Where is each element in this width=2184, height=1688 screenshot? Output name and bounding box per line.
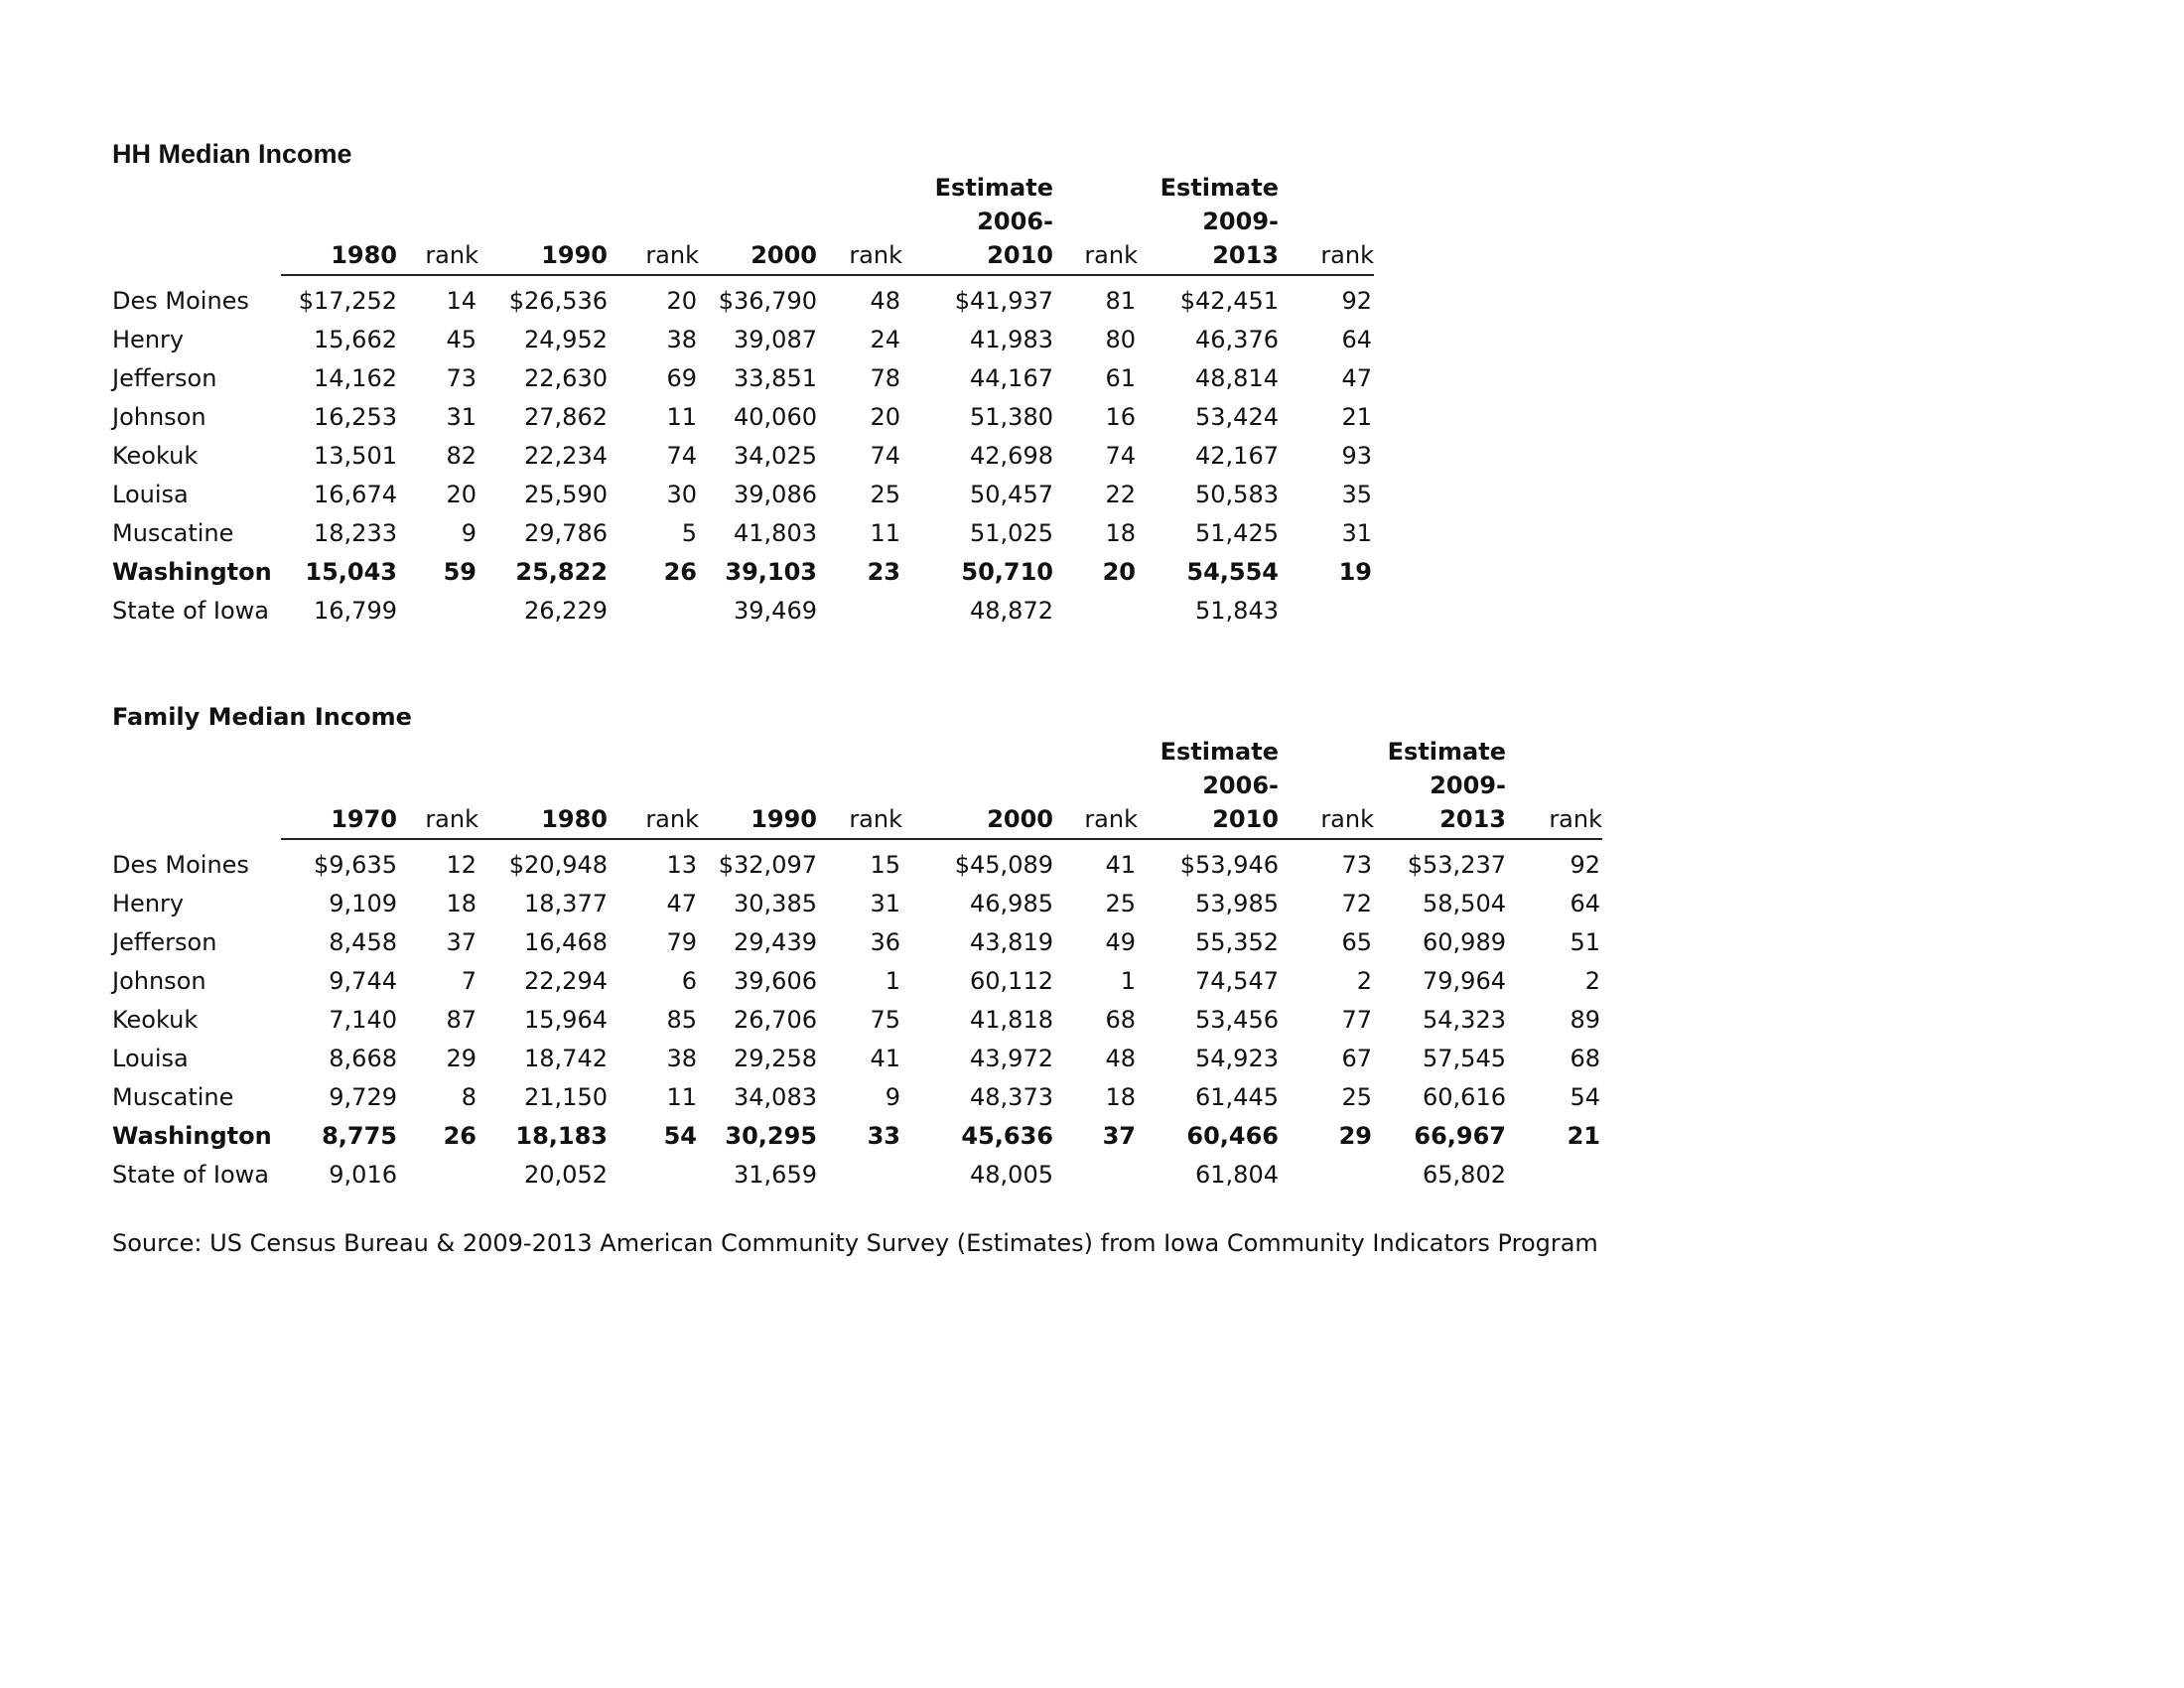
rank-cell: 23 [867, 558, 900, 586]
county-name: Louisa [112, 1045, 189, 1072]
rank-cell: 64 [1341, 326, 1372, 353]
income-cell: 53,456 [1195, 1006, 1279, 1034]
income-cell: $41,937 [954, 287, 1053, 315]
column-header-estimate-2006: Estimate [1160, 738, 1279, 766]
table-row [112, 885, 1602, 923]
income-cell: 65,802 [1423, 1161, 1506, 1189]
county-name: Johnson [112, 967, 206, 995]
income-cell: 40,060 [734, 403, 817, 431]
rank-cell: 31 [870, 890, 900, 917]
rank-cell: 82 [446, 442, 477, 470]
table-row [112, 1001, 1602, 1040]
rank-cell: 29 [1338, 1122, 1372, 1150]
income-cell: 39,087 [734, 326, 817, 353]
income-cell: 48,814 [1195, 364, 1279, 392]
income-cell: 51,025 [970, 519, 1053, 547]
column-header-rank: rank [1279, 802, 1374, 839]
table-row [112, 839, 1602, 885]
rank-cell: 31 [446, 403, 477, 431]
table-row [112, 923, 1602, 962]
rank-cell: 74 [870, 442, 900, 470]
column-header-year: 1980 [281, 238, 397, 275]
rank-cell: 8 [461, 1083, 477, 1111]
income-cell: $53,237 [1407, 851, 1506, 879]
rank-cell: 19 [1338, 558, 1372, 586]
rank-cell: 12 [446, 851, 477, 879]
rank-cell [397, 592, 478, 631]
income-cell: 39,086 [734, 481, 817, 508]
county-name: Louisa [112, 481, 189, 508]
rank-cell: 65 [1341, 928, 1372, 956]
income-cell: 9,109 [329, 890, 397, 917]
rank-cell: 93 [1341, 442, 1372, 470]
rank-cell: 24 [870, 326, 900, 353]
income-cell: 60,989 [1423, 928, 1506, 956]
income-cell: 46,985 [970, 890, 1053, 917]
income-cell: 16,799 [314, 597, 397, 625]
rank-cell: 48 [870, 287, 900, 315]
rank-cell: 30 [666, 481, 697, 508]
hh-median-income-title: HH Median Income [112, 139, 352, 169]
county-name: Henry [112, 890, 185, 917]
column-header-year: 2013 [1138, 238, 1279, 275]
rank-cell [1506, 1156, 1602, 1195]
rank-cell: 26 [663, 558, 697, 586]
county-name: Henry [112, 326, 185, 353]
rank-cell: 92 [1341, 287, 1372, 315]
rank-cell: 18 [1105, 1083, 1136, 1111]
rank-cell: 35 [1341, 481, 1372, 508]
income-cell: 16,674 [314, 481, 397, 508]
income-cell: 18,377 [524, 890, 608, 917]
county-name: Muscatine [112, 519, 234, 547]
rank-cell: 77 [1341, 1006, 1372, 1034]
income-cell: 54,923 [1195, 1045, 1279, 1072]
table-row [112, 553, 1374, 592]
income-cell: 58,504 [1423, 890, 1506, 917]
income-cell: 15,043 [305, 558, 397, 586]
county-name: Des Moines [112, 851, 249, 879]
table-row [112, 1040, 1602, 1078]
rank-cell: 47 [666, 890, 697, 917]
income-cell: 50,457 [970, 481, 1053, 508]
source-note: Source: US Census Bureau & 2009-2013 American Community Survey (Estimates) from Iowa Community Indicators Program [112, 1229, 1598, 1257]
rank-cell: 37 [446, 928, 477, 956]
county-name: Keokuk [112, 1006, 199, 1034]
column-header-rank: rank [817, 238, 902, 275]
rank-cell: 68 [1105, 1006, 1136, 1034]
income-cell: 48,005 [970, 1161, 1053, 1189]
income-cell: 42,167 [1195, 442, 1279, 470]
income-cell: 51,425 [1195, 519, 1279, 547]
income-cell: 46,376 [1195, 326, 1279, 353]
rank-cell: 11 [666, 403, 697, 431]
rank-cell: 7 [461, 967, 477, 995]
income-cell: 8,775 [322, 1122, 397, 1150]
column-header-year: 1990 [478, 238, 608, 275]
income-cell: 18,183 [515, 1122, 608, 1150]
rank-cell: 47 [1341, 364, 1372, 392]
income-cell: 54,323 [1423, 1006, 1506, 1034]
rank-cell: 38 [666, 1045, 697, 1072]
income-cell: 18,233 [314, 519, 397, 547]
income-cell: 48,872 [970, 597, 1053, 625]
income-cell: 21,150 [524, 1083, 608, 1111]
income-cell: 26,706 [734, 1006, 817, 1034]
rank-cell: 25 [1105, 890, 1136, 917]
income-cell: 27,862 [524, 403, 608, 431]
income-cell: 29,258 [734, 1045, 817, 1072]
rank-cell: 64 [1570, 890, 1600, 917]
income-cell: 57,545 [1423, 1045, 1506, 1072]
income-cell: 16,253 [314, 403, 397, 431]
rank-cell: 79 [666, 928, 697, 956]
income-cell: 24,952 [524, 326, 608, 353]
rank-cell: 20 [666, 287, 697, 315]
income-cell: 42,698 [970, 442, 1053, 470]
column-header-year: 2013 [1374, 802, 1506, 839]
table-row [112, 514, 1374, 553]
rank-cell: 68 [1570, 1045, 1600, 1072]
income-cell: 51,843 [1195, 597, 1279, 625]
table-row [112, 275, 1374, 321]
rank-cell: 80 [1105, 326, 1136, 353]
column-header-rank: rank [1506, 802, 1602, 839]
income-cell: 41,818 [970, 1006, 1053, 1034]
income-cell: 34,025 [734, 442, 817, 470]
column-header-rank: rank [608, 802, 699, 839]
rank-cell: 75 [870, 1006, 900, 1034]
rank-cell: 5 [681, 519, 697, 547]
income-cell: $42,451 [1179, 287, 1279, 315]
county-name: Jefferson [112, 364, 217, 392]
rank-cell: 61 [1105, 364, 1136, 392]
income-cell: 44,167 [970, 364, 1053, 392]
rank-cell: 36 [870, 928, 900, 956]
family-median-income-title: Family Median Income [112, 703, 412, 731]
rank-cell [1053, 1156, 1138, 1195]
rank-cell: 51 [1570, 928, 1600, 956]
income-cell: 34,083 [734, 1083, 817, 1111]
rank-cell: 20 [446, 481, 477, 508]
table-row [112, 1117, 1602, 1156]
income-cell: 54,554 [1186, 558, 1279, 586]
income-cell: 50,583 [1195, 481, 1279, 508]
rank-cell: 1 [1120, 967, 1136, 995]
income-cell: 43,819 [970, 928, 1053, 956]
column-header-text: 2009- [1202, 208, 1279, 235]
column-header-year: 2000 [902, 802, 1053, 839]
column-header-rank: rank [1053, 238, 1138, 275]
rank-cell: 37 [1102, 1122, 1136, 1150]
rank-cell: 2 [1584, 967, 1600, 995]
column-header-year: 1990 [699, 802, 817, 839]
income-cell: 60,112 [970, 967, 1053, 995]
income-cell: 41,983 [970, 326, 1053, 353]
column-header-text: 2009- [1430, 772, 1506, 799]
column-header-year: 1980 [478, 802, 608, 839]
income-cell: 22,630 [524, 364, 608, 392]
income-cell: 16,468 [524, 928, 608, 956]
income-cell: 9,729 [329, 1083, 397, 1111]
rank-cell: 18 [1105, 519, 1136, 547]
rank-cell: 74 [666, 442, 697, 470]
income-cell: $26,536 [508, 287, 608, 315]
county-name: Keokuk [112, 442, 199, 470]
rank-cell: 16 [1105, 403, 1136, 431]
rank-cell: 11 [870, 519, 900, 547]
income-cell: 50,710 [961, 558, 1053, 586]
income-cell: 20,052 [524, 1161, 608, 1189]
rank-cell: 92 [1570, 851, 1600, 879]
column-header-text: 2006- [977, 208, 1053, 235]
rank-cell: 21 [1341, 403, 1372, 431]
income-cell: $9,635 [314, 851, 397, 879]
income-cell: 26,229 [524, 597, 608, 625]
rank-cell: 14 [446, 287, 477, 315]
column-header-rank: rank [817, 802, 902, 839]
rank-cell: 21 [1567, 1122, 1600, 1150]
column-header-rank: rank [397, 802, 478, 839]
income-cell: $53,946 [1179, 851, 1279, 879]
income-cell: 22,294 [524, 967, 608, 995]
income-cell: 60,466 [1186, 1122, 1279, 1150]
income-cell: 41,803 [734, 519, 817, 547]
income-cell: 33,851 [734, 364, 817, 392]
income-cell: 31,659 [734, 1161, 817, 1189]
rank-cell: 25 [870, 481, 900, 508]
table-row [112, 321, 1374, 359]
rank-cell: 69 [666, 364, 697, 392]
column-header-estimate-2009: Estimate [1387, 738, 1506, 766]
rank-cell: 72 [1341, 890, 1372, 917]
income-cell: 15,662 [314, 326, 397, 353]
rank-cell: 38 [666, 326, 697, 353]
rank-cell: 15 [870, 851, 900, 879]
income-cell: 9,016 [329, 1161, 397, 1189]
column-header-estimate-2009: Estimate [1160, 174, 1279, 202]
income-cell: 15,964 [524, 1006, 608, 1034]
rank-cell [608, 592, 699, 631]
income-cell: 8,668 [329, 1045, 397, 1072]
table-row [112, 592, 1374, 631]
rank-cell: 73 [1341, 851, 1372, 879]
rank-cell: 67 [1341, 1045, 1372, 1072]
income-cell: 55,352 [1195, 928, 1279, 956]
column-header-rank: rank [1053, 802, 1138, 839]
rank-cell [1279, 1156, 1374, 1195]
column-header-year: 2010 [902, 238, 1053, 275]
income-cell: 66,967 [1414, 1122, 1506, 1150]
rank-cell: 6 [681, 967, 697, 995]
table-row [112, 359, 1374, 398]
income-cell: 29,786 [524, 519, 608, 547]
county-name: Washington [112, 1122, 272, 1150]
column-header-estimate-2006: Estimate [934, 174, 1053, 202]
county-name: Des Moines [112, 287, 249, 315]
rank-cell: 11 [666, 1083, 697, 1111]
rank-cell [1279, 592, 1374, 631]
rank-cell: 2 [1356, 967, 1372, 995]
rank-cell [1053, 592, 1138, 631]
rank-cell: 20 [870, 403, 900, 431]
county-name: Muscatine [112, 1083, 234, 1111]
income-cell: 25,590 [524, 481, 608, 508]
table-row [112, 398, 1374, 437]
rank-cell: 85 [666, 1006, 697, 1034]
income-cell: 51,380 [970, 403, 1053, 431]
family-median-income-table [112, 735, 1602, 1195]
rank-cell: 81 [1105, 287, 1136, 315]
column-header-rank: rank [608, 238, 699, 275]
rank-cell: 20 [1102, 558, 1136, 586]
income-cell: $36,790 [718, 287, 817, 315]
rank-cell [817, 1156, 902, 1195]
income-cell: 48,373 [970, 1083, 1053, 1111]
column-header-year: 2000 [699, 238, 817, 275]
income-cell: 29,439 [734, 928, 817, 956]
income-cell: 8,458 [329, 928, 397, 956]
blank-cell [112, 171, 281, 205]
income-cell: 9,744 [329, 967, 397, 995]
income-cell: 18,742 [524, 1045, 608, 1072]
column-header-year: 1970 [281, 802, 397, 839]
income-cell: 13,501 [314, 442, 397, 470]
income-cell: $17,252 [298, 287, 397, 315]
rank-cell: 29 [446, 1045, 477, 1072]
income-cell: 43,972 [970, 1045, 1053, 1072]
table-row [112, 476, 1374, 514]
rank-cell: 26 [443, 1122, 477, 1150]
rank-cell: 13 [666, 851, 697, 879]
table-row [112, 1078, 1602, 1117]
rank-cell: 31 [1341, 519, 1372, 547]
table-row [112, 962, 1602, 1001]
income-cell: $20,948 [508, 851, 608, 879]
income-cell: 53,985 [1195, 890, 1279, 917]
county-name: Jefferson [112, 928, 217, 956]
county-name: State of Iowa [112, 1161, 270, 1189]
rank-cell: 74 [1105, 442, 1136, 470]
rank-cell: 9 [461, 519, 477, 547]
rank-cell: 78 [870, 364, 900, 392]
county-name: Johnson [112, 403, 206, 431]
rank-cell: 1 [885, 967, 900, 995]
income-cell: 61,445 [1195, 1083, 1279, 1111]
rank-cell: 41 [1105, 851, 1136, 879]
income-cell: 39,103 [725, 558, 817, 586]
income-cell: 30,385 [734, 890, 817, 917]
rank-cell [817, 592, 902, 631]
column-header-text: 2006- [1202, 772, 1279, 799]
rank-cell: 54 [663, 1122, 697, 1150]
column-header-rank: rank [1279, 238, 1374, 275]
income-cell: 61,804 [1195, 1161, 1279, 1189]
rank-cell [608, 1156, 699, 1195]
county-name: Washington [112, 558, 272, 586]
rank-cell: 73 [446, 364, 477, 392]
table-row [112, 437, 1374, 476]
rank-cell: 87 [446, 1006, 477, 1034]
county-name: State of Iowa [112, 597, 270, 625]
income-cell: 7,140 [329, 1006, 397, 1034]
income-cell: 39,469 [734, 597, 817, 625]
hh-median-income-table [112, 171, 1374, 631]
rank-cell: 49 [1105, 928, 1136, 956]
income-cell: 45,636 [961, 1122, 1053, 1150]
income-cell: 74,547 [1195, 967, 1279, 995]
income-cell: 60,616 [1423, 1083, 1506, 1111]
income-cell: 14,162 [314, 364, 397, 392]
table-row [112, 1156, 1602, 1195]
rank-cell: 33 [867, 1122, 900, 1150]
rank-cell: 18 [446, 890, 477, 917]
rank-cell: 45 [446, 326, 477, 353]
income-cell: $32,097 [718, 851, 817, 879]
income-cell: $45,089 [954, 851, 1053, 879]
income-cell: 30,295 [725, 1122, 817, 1150]
rank-cell [397, 1156, 478, 1195]
income-cell: 53,424 [1195, 403, 1279, 431]
rank-cell: 59 [443, 558, 477, 586]
rank-cell: 41 [870, 1045, 900, 1072]
income-cell: 39,606 [734, 967, 817, 995]
column-header-year: 2010 [1138, 802, 1279, 839]
income-cell: 25,822 [515, 558, 608, 586]
column-header-rank: rank [397, 238, 478, 275]
rank-cell: 25 [1341, 1083, 1372, 1111]
rank-cell: 54 [1570, 1083, 1600, 1111]
rank-cell: 48 [1105, 1045, 1136, 1072]
income-cell: 79,964 [1423, 967, 1506, 995]
rank-cell: 9 [885, 1083, 900, 1111]
rank-cell: 89 [1570, 1006, 1600, 1034]
rank-cell: 22 [1105, 481, 1136, 508]
income-cell: 22,234 [524, 442, 608, 470]
